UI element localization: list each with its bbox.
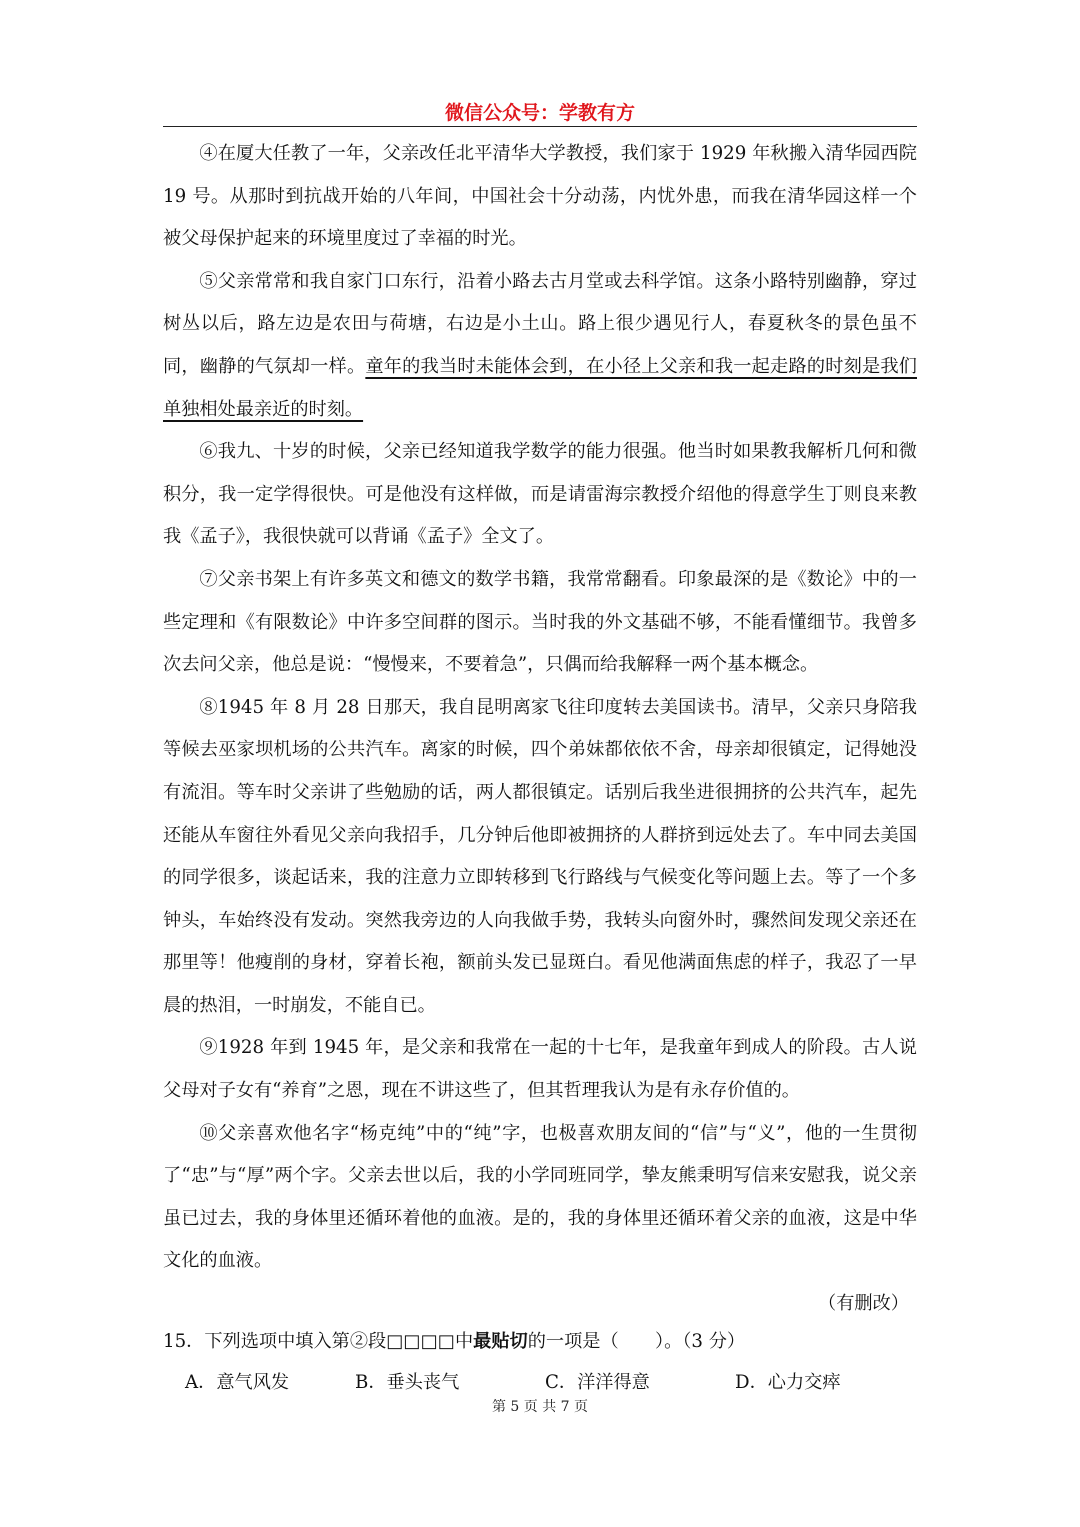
page-number-footer: 第 5 页 共 7 页: [491, 1399, 589, 1415]
article-body: [163, 133, 917, 1326]
paragraph-7: ⑦父亲书架上有许多英文和德文的数学书籍，我常常翻看。印象最深的是《数论》中的一些定理和《有限数论》中许多空间群的图示。当时我的外文基础不够，不能看懂细节。我曾多次去问父亲，他总是说：“慢慢来，不要着急”，只偶而给我解释一两个基本概念。: [163, 568, 917, 676]
source-note: （有删改）: [818, 1293, 909, 1315]
page-header-title: 微信公众号：学教有方: [444, 102, 635, 124]
question-prefix: 15．下列选项中填入第②段□□□□中: [163, 1331, 474, 1352]
paragraph-10: ⑩父亲喜欢他名字“杨克纯”中的“纯”字，也极喜欢朋友间的“信”与“义”，他的一生贯彻了“忠”与“厚”两个字。父亲去世以后，我的小学同班同学，挚友熊秉明写信来安慰我，说父亲虽已过去，我的身体里还循环着他的血液。是的，我的身体里还循环着父亲的血液，这是中华文化的血液。: [163, 1122, 917, 1272]
paragraph-8: ⑧1945 年 8 月 28 日那天，我自昆明离家飞往印度转去美国读书。清早，父亲只身陪我等候去巫家坝机场的公共汽车。离家的时候，四个弟妹都依依不舍，母亲却很镇定，记得她没有流泪。等车时父亲讲了些勉励的话，两人都很镇定。话别后我坐进很拥挤的公共汽车，起先还能从车窗往外看见父亲向我招手，几分钟后他即被拥挤的人群挤到远处去了。车中同去美国的同学很多，谈起话来，我的注意力立即转移到飞行路线与气候变化等问题上去。等了一个多钟头，车始终没有发动。突然我旁边的人向我做手势，我转头向窗外时，骤然间发现父亲还在那里等！他瘦削的身材，穿着长袍，额前头发已显斑白。看见他满面焦虑的样子，我忍了一早晨的热泪，一时崩发，不能自已。: [163, 696, 917, 1016]
question-15: [163, 1322, 917, 1362]
option-b: B．垂头丧气: [355, 1372, 460, 1393]
paragraph-5: [163, 261, 917, 431]
paragraph-5-underlined-sentence: 童年的我当时未能体会到，在小径上父亲和我一起走路的时刻是我们单独相处最亲近的时刻。: [163, 355, 917, 420]
question-suffix: 的一项是（ ）。（3 分）: [527, 1331, 746, 1352]
option-c: C．洋洋得意: [545, 1372, 650, 1393]
option-d: D．心力交瘁: [735, 1372, 841, 1393]
option-a: A．意气风发: [185, 1372, 290, 1393]
question-bold-keyword: 最贴切: [473, 1331, 528, 1352]
paragraph-5-text: ⑤父亲常常和我自家门口东行，沿着小路去古月堂或去科学馆。这条小路特别幽静，穿过树丛以后，路左边是农田与荷塘，右边是小土山。路上很少遇见行人，春夏秋冬的景色虽不同，幽静的气氛却一样。: [163, 270, 917, 377]
paragraph-4: ④在厦大任教了一年，父亲改任北平清华大学教授，我们家于 1929 年秋搬入清华园西院 19 号。从那时到抗战开始的八年间，中国社会十分动荡，内忧外患，而我在清华园这样一个被父母保护起来的环境里度过了幸福的时光。: [163, 143, 917, 250]
paragraph-6: ⑥我九、十岁的时候，父亲已经知道我学数学的能力很强。他当时如果教我解析几何和微积分，我一定学得很快。可是他没有这样做，而是请雷海宗教授介绍他的得意学生丁则良来教我《孟子》，我很快就可以背诵《孟子》全文了。: [163, 441, 917, 548]
header-divider: [163, 126, 917, 127]
paragraph-9: ⑨1928 年到 1945 年，是父亲和我常在一起的十七年，是我童年到成人的阶段。古人说父母对子女有“养育”之恩，现在不讲这些了，但其哲理我认为是有永存价值的。: [163, 1037, 917, 1102]
